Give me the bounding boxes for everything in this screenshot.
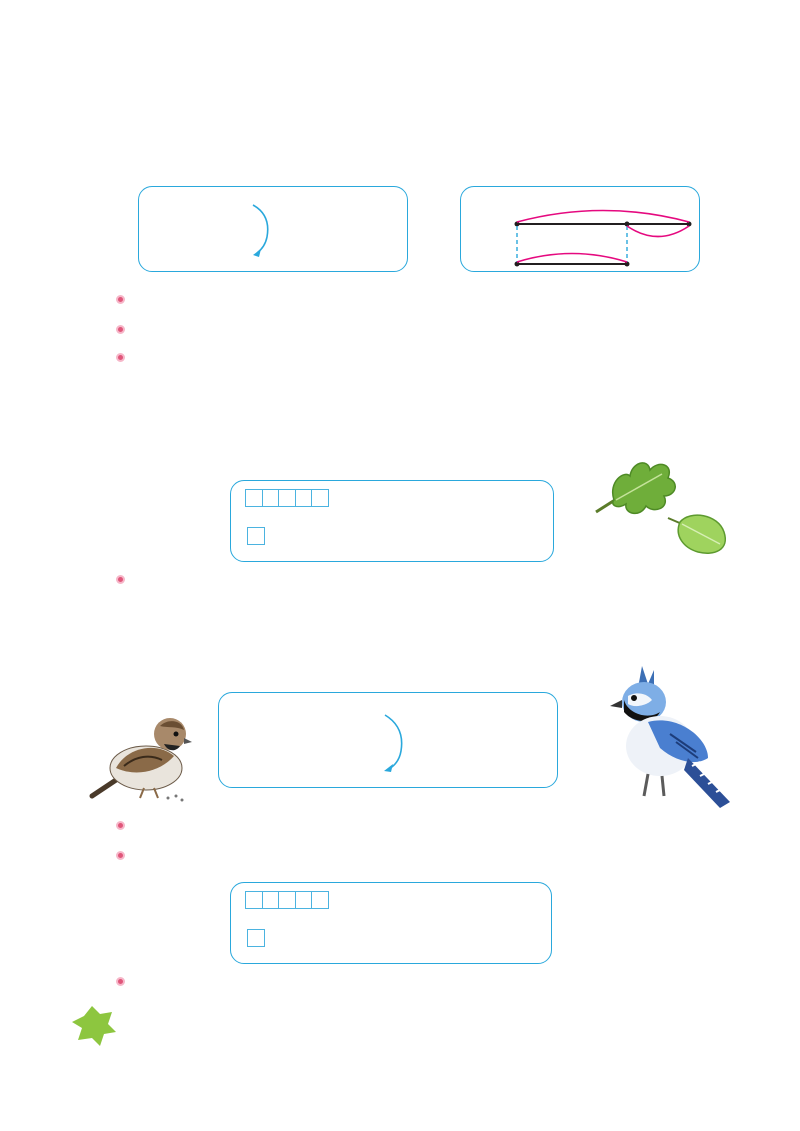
task1-solution-box [230, 480, 554, 562]
diagram-bottom-brace [517, 254, 627, 263]
bullet-icon [116, 821, 125, 830]
linden-leaf-illustration [664, 508, 730, 558]
task1-answer-row [245, 527, 267, 548]
task2-final-bullet [116, 968, 131, 994]
bullet-icon [116, 977, 125, 986]
task2-comparison-arrow [381, 711, 409, 773]
top-dots-decoration [0, 62, 800, 78]
task1-segment-diagram [461, 187, 699, 271]
bullet-icon [116, 325, 125, 334]
task1-diagram-box [460, 186, 700, 272]
task2-scheme-box [218, 692, 558, 788]
solution-cells[interactable] [245, 891, 328, 914]
diagram-top-brace [517, 211, 689, 223]
task2-answer-row [245, 929, 267, 950]
task1-solution-row [245, 491, 328, 514]
task2-bullet-2 [116, 842, 131, 868]
task1-bullet-2 [116, 316, 131, 342]
task1-reasoning [116, 342, 746, 432]
task1-final-bullet [116, 566, 131, 592]
task2-solution-row [245, 893, 328, 916]
task1-comparison-arrow [249, 201, 275, 259]
task2-bullet-1 [116, 812, 131, 838]
solution-cells[interactable] [245, 489, 328, 512]
bullet-icon [116, 295, 125, 304]
bullet-icon [116, 575, 125, 584]
task2-solution-box [230, 882, 552, 964]
bullet-icon [116, 353, 125, 362]
task1-scheme-box [138, 186, 408, 272]
answer-cell[interactable] [247, 527, 265, 545]
sparrow-illustration [88, 712, 196, 804]
task1-bullet-1 [116, 286, 131, 312]
bottom-dots-decoration [0, 1002, 800, 1046]
task1-text [90, 116, 770, 176]
diagram-diff-brace [627, 226, 689, 237]
blue-jay-illustration [588, 662, 738, 812]
answer-cell[interactable] [247, 929, 265, 947]
page-number-badge [72, 1006, 116, 1046]
bullet-icon [116, 851, 125, 860]
